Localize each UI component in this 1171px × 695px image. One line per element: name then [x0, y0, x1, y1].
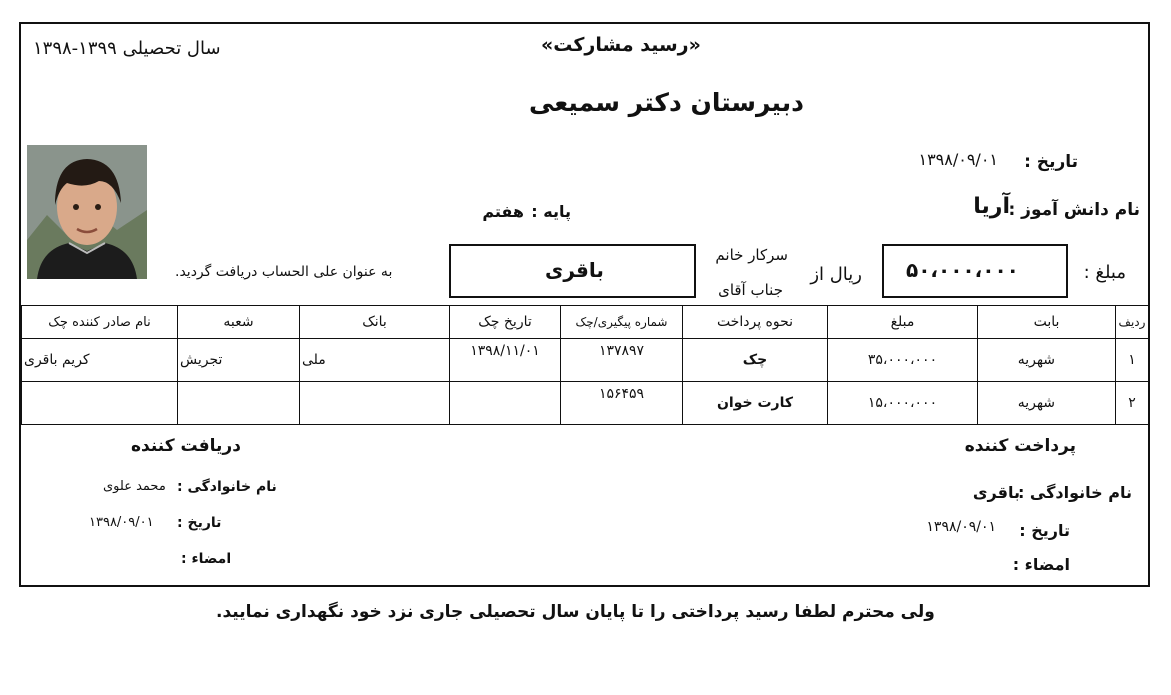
- amount-box: [882, 244, 1068, 298]
- footer-note: ولی محترم لطفا رسید پرداختی را تا پایان سال تحصیلی جاری نزد خود نگهداری نمایید.: [216, 602, 935, 622]
- header-for: بابت: [978, 306, 1116, 339]
- table-row: [22, 382, 1149, 425]
- cell-check-date: [450, 382, 561, 425]
- date-label: تاریخ :: [1024, 152, 1078, 172]
- receiver-title: دریافت کننده: [131, 436, 241, 456]
- payer-name-value: باقری: [545, 258, 604, 282]
- grade-value: هفتم: [482, 202, 524, 221]
- amount-label: مبلغ :: [1083, 262, 1126, 283]
- receiver-date-value: ۱۳۹۸/۰۹/۰۱: [89, 515, 154, 530]
- receiver-date-label: تاریخ :: [177, 515, 222, 531]
- amount-value: ۵۰،۰۰۰،۰۰۰: [906, 258, 1019, 282]
- student-photo: [27, 145, 147, 279]
- cell-check-date: ۱۳۹۸/۱۱/۰۱: [450, 339, 561, 382]
- academic-year: سال تحصیلی ۱۳۹۹-۱۳۹۸: [33, 38, 221, 59]
- cell-issuer: کریم باقری: [22, 339, 178, 382]
- cell-row-no: ۲: [1116, 382, 1149, 425]
- cell-for: شهریه: [978, 339, 1116, 382]
- date-value: ۱۳۹۸/۰۹/۰۱: [918, 150, 998, 169]
- payer-title: پرداخت کننده: [964, 436, 1076, 456]
- header-branch: شعبه: [178, 306, 300, 339]
- cell-amount: ۱۵،۰۰۰،۰۰۰: [828, 382, 978, 425]
- school-name: دبیرستان دکتر سمیعی: [529, 88, 804, 117]
- cell-tracking: ۱۵۶۴۵۹: [561, 382, 683, 425]
- cell-bank: [300, 382, 450, 425]
- grade-label: پایه :: [531, 202, 571, 221]
- cell-branch: تجریش: [178, 339, 300, 382]
- payer-family-label: نام خانوادگی :: [1017, 483, 1132, 502]
- receipt-title: «رسید مشارکت»: [541, 34, 701, 56]
- table-header-row: [22, 306, 1149, 339]
- header-amount: مبلغ: [828, 306, 978, 339]
- receiver-sign-label: امضاء :: [181, 551, 232, 567]
- student-name-label: نام دانش آموز :: [1008, 200, 1140, 220]
- cell-bank: ملی: [300, 339, 450, 382]
- header-tracking: شماره پیگیری/چک: [561, 306, 683, 339]
- payer-name-box: [449, 244, 696, 298]
- cell-for: شهریه: [978, 382, 1116, 425]
- payer-date-value: ۱۳۹۸/۰۹/۰۱: [926, 519, 996, 535]
- received-text: به عنوان علی الحساب دریافت گردید.: [175, 264, 393, 280]
- receiver-family-label: نام خانوادگی :: [177, 479, 277, 495]
- header-check-date: تاریخ چک: [450, 306, 561, 339]
- header-bank: بانک: [300, 306, 450, 339]
- salutation-male: جناب آقای: [718, 281, 783, 299]
- cell-branch: [178, 382, 300, 425]
- cell-method: چک: [683, 339, 828, 382]
- receipt-frame: [19, 22, 1150, 587]
- cell-issuer: [22, 382, 178, 425]
- cell-tracking: ۱۳۷۸۹۷: [561, 339, 683, 382]
- student-name-value: آریا: [973, 194, 1010, 219]
- header-row-no: ردیف: [1116, 306, 1149, 339]
- header-issuer: نام صادر کننده چک: [22, 306, 178, 339]
- rial-from: ریال از: [810, 264, 862, 285]
- payment-table: [21, 305, 1149, 425]
- cell-amount: ۳۵،۰۰۰،۰۰۰: [828, 339, 978, 382]
- payer-date-label: تاریخ :: [1019, 521, 1070, 540]
- cell-row-no: ۱: [1116, 339, 1149, 382]
- payer-family-value: باقری: [972, 483, 1020, 502]
- salutation-female: سرکار خانم: [715, 246, 788, 264]
- header-method: نحوه پرداخت: [683, 306, 828, 339]
- table-row: [22, 339, 1149, 382]
- cell-method: کارت خوان: [683, 382, 828, 425]
- receiver-family-value: محمد علوی: [103, 479, 166, 494]
- payer-sign-label: امضاء :: [1012, 555, 1070, 574]
